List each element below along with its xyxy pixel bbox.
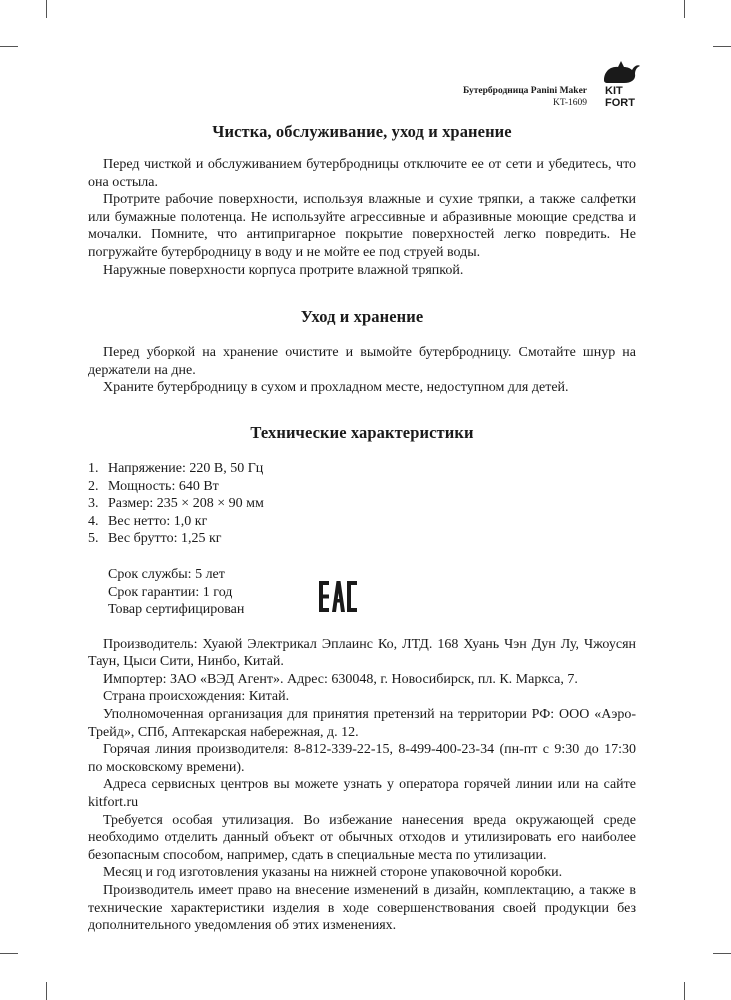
header-product-name: Бутербродница Panini Maker [462, 86, 587, 96]
crop-mark-bottom-right-v [684, 982, 685, 1000]
storage-body [88, 344, 636, 397]
manufacturer-info [88, 636, 636, 935]
logo-text-fort: FORT [605, 97, 635, 109]
cleaning-paragraph: Протрите рабочие поверхности, используя влажные и сухие тряпки, а также салфетки или бумажные полотенца. Не используйте агрессивные и абразивные моющие средства и мочалки. Помните, что антипригарное покрытие поверхностей легко повредить. Не погружайте бутербродницу в воду и не мойте ее под струей воды. [88, 192, 636, 260]
info-paragraph: Адреса сервисных центров вы можете узнать у оператора горячей линии или на сайте kitfort.ru [88, 777, 636, 811]
specs-item: 5. Вес брутто: 1,25 кг [88, 531, 222, 547]
info-paragraph: Уполномоченная организация для принятия претензий на территории РФ: ООО «Аэро-Трейд», СПб, Аптекарская набережная, д. 12. [88, 707, 636, 740]
main-content [88, 121, 636, 935]
kitfort-logo [596, 58, 656, 110]
specs-item: 1. Напряжение: 220 В, 50 Гц [88, 460, 264, 476]
crop-mark-top-left-h [0, 46, 18, 47]
info-paragraph: Производитель: Хуаюй Электрикал Эплаинс Ко, ЛТД. 168 Хуань Чэн Дун Лу, Чжоусян Таун, Цыси Сити, Нинбо, Китай. [88, 636, 636, 670]
specs-item: 4. Вес нетто: 1,0 кг [88, 513, 208, 529]
certification-note: Товар сертифицирован [108, 602, 245, 618]
info-paragraph: Страна происхождения: Китай. [103, 689, 290, 705]
info-paragraph: Импортер: ЗАО «ВЭД Агент». Адрес: 630048, г. Новосибирск, пл. К. Маркса, 7. [103, 671, 578, 687]
specs-title: Технические характеристики [250, 422, 474, 442]
storage-title: Уход и хранение [300, 307, 424, 327]
specs-list [88, 460, 636, 548]
info-paragraph: Месяц и год изготовления указаны на нижней стороне упаковочной коробки. [103, 865, 563, 881]
crop-mark-top-right-v [684, 0, 685, 18]
warranty-period: Срок гарантии: 1 год [108, 584, 233, 600]
specs-item: 3. Размер: 235 × 208 × 90 мм [88, 496, 264, 512]
page-header [463, 85, 587, 109]
storage-paragraph: Храните бутербродницу в сухом и прохладном месте, недоступном для детей. [103, 380, 569, 396]
crop-mark-top-left-v [46, 0, 47, 18]
info-paragraph: Горячая линия производителя: 8-812-339-22-15, 8-499-400-23-34 (пн-пт с 9:30 до 17:30 по московскому времени). [88, 742, 636, 775]
service-life: Срок службы: 5 лет [108, 566, 225, 582]
crop-mark-top-right-h [713, 46, 731, 47]
cleaning-paragraph: Наружные поверхности корпуса протрите влажной тряпкой. [103, 262, 464, 278]
specs-item: 2. Мощность: 640 Вт [88, 478, 219, 494]
crop-mark-bottom-right-h [713, 953, 731, 954]
info-paragraph: Производитель имеет право на внесение изменений в дизайн, комплектацию, а также в технические характеристики изделия в ходе совершенствования своей продукции без дополнительного уведомления об этих изменениях. [88, 883, 636, 934]
cleaning-paragraph: Перед чисткой и обслуживанием бутербродницы отключите ее от сети и убедитесь, что она остыла. [88, 157, 636, 190]
eac-mark-icon [318, 580, 358, 613]
logo-text-kit: KIT [605, 85, 623, 97]
storage-paragraph: Перед уборкой на хранение очистите и вымойте бутербродницу. Смотайте шнур на держатели на дне. [88, 345, 636, 378]
info-paragraph: Требуется особая утилизация. Во избежание нанесения вреда окружающей среде необходимо отделить данный объект от обычных отходов и утилизировать его наиболее безопасным способом, например, сдать в специальные места по утилизации. [88, 812, 636, 863]
service-block [108, 566, 636, 619]
cleaning-body [88, 156, 636, 279]
cleaning-title: Чистка, обслуживание, уход и хранение [212, 122, 512, 141]
header-model: KT-1609 [553, 98, 587, 108]
crop-mark-bottom-left-h [0, 953, 18, 954]
crop-mark-bottom-left-v [46, 982, 47, 1000]
